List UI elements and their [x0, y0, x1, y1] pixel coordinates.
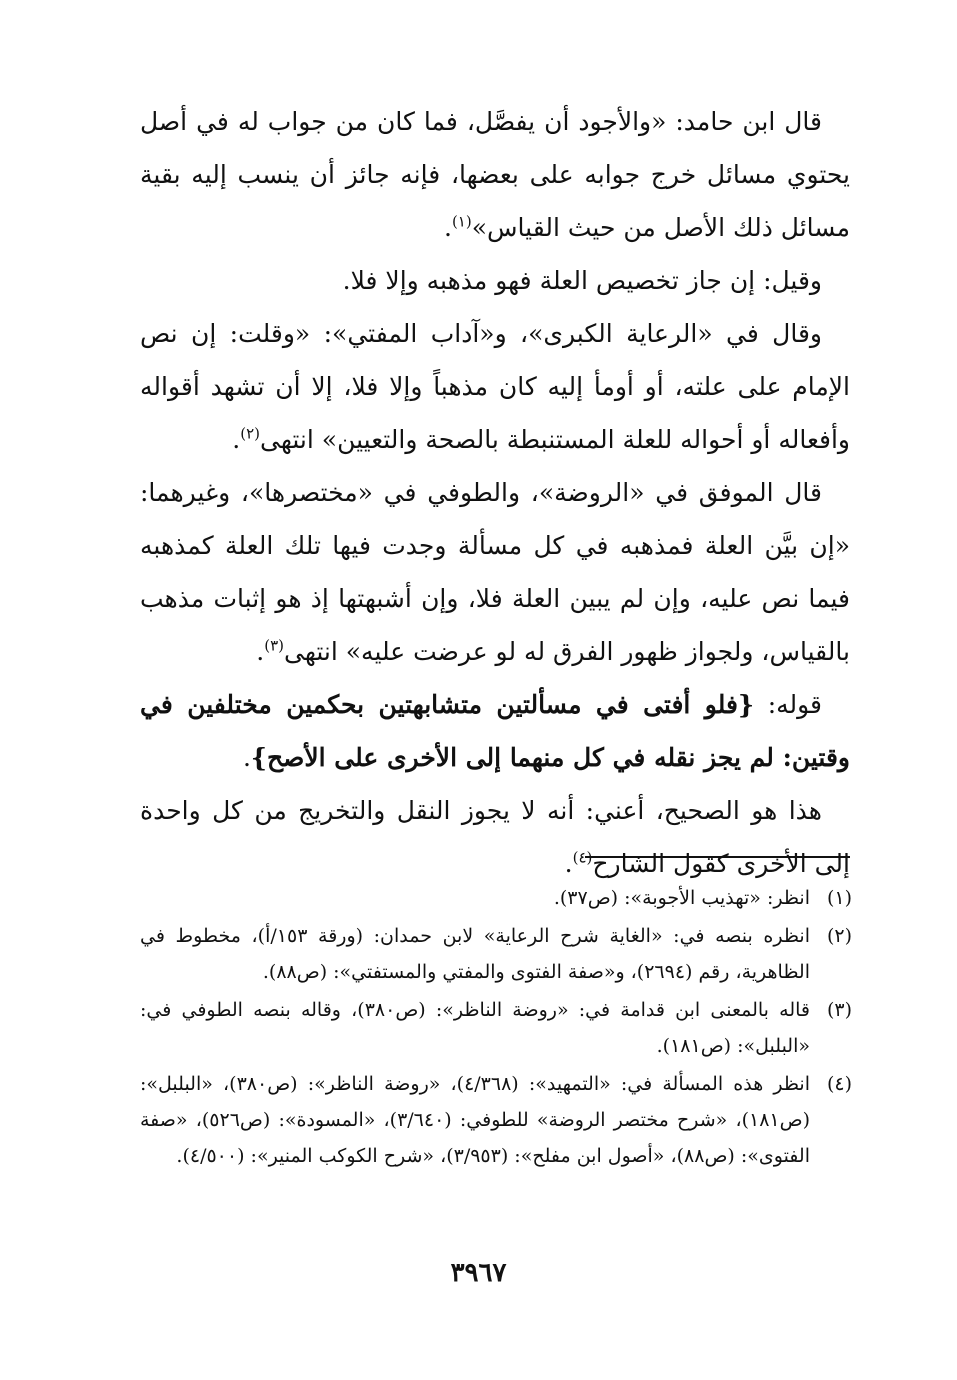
- matn-text: {فلو أفتى في مسألتين متشابهتين بحكمين مختلفين في وقتين: لم يجز نقله في كل منهما إلى الأخرى على الأصح}: [140, 690, 850, 772]
- paragraph-5: هذا هو الصحيح، أعني: أنه لا يجوز النقل والتخريج من كل واحدة إلى الأخرى كقول الشارح$^{(٤)}$.: [140, 796, 850, 878]
- footnote-1: [140, 880, 852, 916]
- paragraph-2: وقيل: إن جاز تخصيص العلة فهو مذهبه وإلا فلا.: [342, 266, 822, 295]
- footnote-number: (٣): [826, 999, 852, 1021]
- footnote-ref-2[interactable]: (٢): [240, 424, 261, 443]
- footnote-number: (٤): [826, 1073, 852, 1095]
- page-number: ٣٩٦٧: [450, 1258, 507, 1288]
- footnote-text: انظر: «تهذيب الأجوبة»: (ص٣٧).: [553, 887, 810, 909]
- footnote-3: [140, 992, 852, 1064]
- paragraph-1: قال ابن حامد: «والأجود أن يفصَّل، فما كان من جواب له في أصل يحتوي مسائل خرج جوابه على بعضها، فإنه جائز أن ينسب إليه بقية مسائل ذلك الأصل من حيث القياس»$^{(١)}$.: [140, 107, 850, 242]
- footnote-separator: [585, 856, 850, 858]
- paragraph-3: وقال في «الرعاية الكبرى»، و«آداب المفتي»: «وقلت: إن نص الإمام على علته، أو أومأ إليه كان مذهباً وإلا فلا، إلا أن تشهد أقواله وأفعاله أو أحواله للعلة المستنبطة بالصحة والتعيين» انتهى$^{(٢)}$.: [140, 319, 850, 454]
- footnote-ref-1[interactable]: (١): [451, 212, 472, 231]
- footnote-text: قاله بالمعنى ابن قدامة في: «روضة الناظر»: (ص٣٨٠)، وقاله بنصه الطوفي في: «البلبل»: (ص١٨١).: [140, 999, 810, 1057]
- footnote-ref-4[interactable]: (٤): [572, 848, 593, 867]
- paragraph-4: قال الموفق في «الروضة»، والطوفي في «مختصرها»، وغيرهما: «إن بيَّن العلة فمذهبه في كل مسألة وجدت فيها تلك العلة كمذهبه فيما نص عليه، وإن لم يبين العلة فلا، وإن أشبهتها إذ هو إثبات مذهب بالقياس، ولجواز ظهور الفرق له لو عرضت عليه» انتهى$^{(٣)}$.: [140, 478, 850, 666]
- quoted-matn: قوله: {فلو أفتى في مسألتين متشابهتين بحكمين مختلفين في وقتين: لم يجز نقله في كل منهما إلى الأخرى على الأصح}.: [140, 690, 850, 772]
- footnote-number: (٢): [826, 925, 852, 947]
- footnote-number: (١): [826, 887, 852, 909]
- footnote-text: انظره بنصه في: «الغاية شرح الرعاية» لابن حمدان: (ورقة ١٥٣/أ)، مخطوط في الظاهرية، رقم (٢٦٩٤)، و«صفة الفتوى والمفتي والمستفتي»: (ص٨٨).: [140, 925, 810, 983]
- footnote-text: انظر هذه المسألة في: «التمهيد»: (٤/٣٦٨)، «روضة الناظر»: (ص٣٨٠)، «البلبل»: (ص١٨١)، «شرح مختصر الروضة» للطوفي: (٣/٦٤٠)، «المسودة»: (ص٥٢٦)، «صفة الفتوى»: (ص٨٨)، «أصول ابن مفلح»: (٣/٩٥٣)، «شرح الكوكب المنير»: (٤/٥٠٠).: [140, 1073, 811, 1167]
- footnote-2: [140, 918, 852, 990]
- footnotes: [140, 880, 852, 1176]
- footnote-4: [140, 1066, 852, 1174]
- main-text: [140, 95, 850, 890]
- footnote-ref-3[interactable]: (٣): [264, 636, 284, 655]
